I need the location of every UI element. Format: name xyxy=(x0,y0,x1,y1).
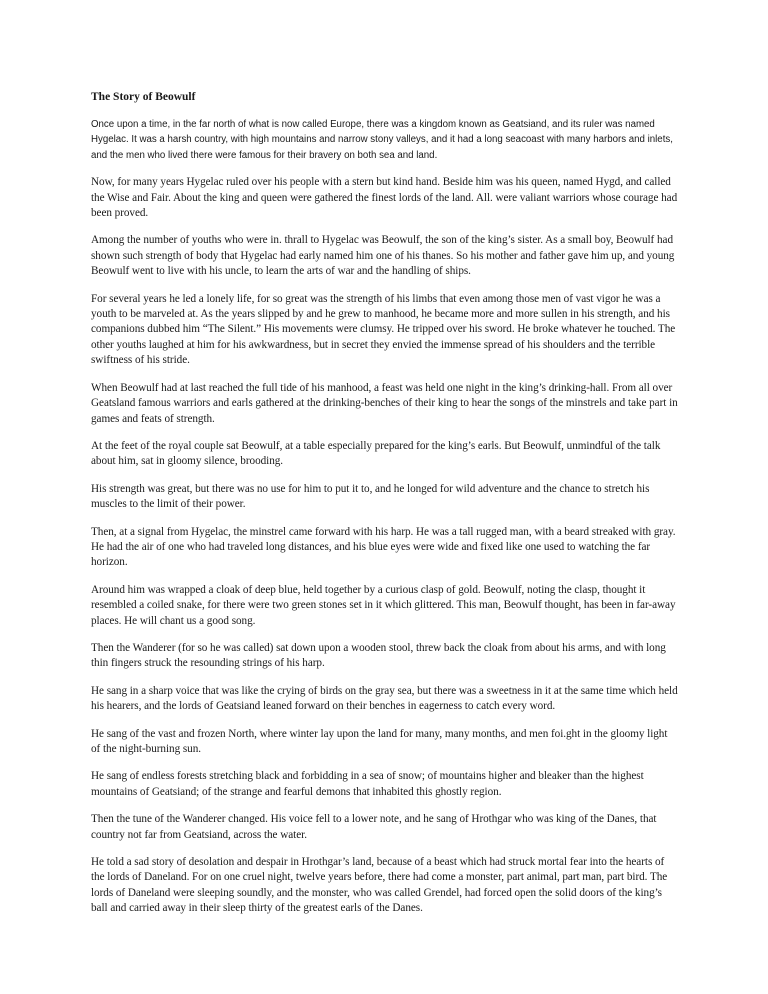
document-title: The Story of Beowulf xyxy=(91,91,196,103)
paragraph-5: When Beowulf had at last reached the full tide of his manhood, a feast was held one night in the king’s drinking-hall. From all over Geatsland famous warriors and earls gathered at the drinking-benches of their king to hear the songs of the minstrels and take part in games and feats of strength. xyxy=(91,381,678,425)
paragraph-12: He sang of the vast and frozen North, where winter lay upon the land for many, many months, and men foi.ght in the gloomy light of the night-burning sun. xyxy=(91,727,668,755)
paragraph-14: Then the tune of the Wanderer changed. His voice fell to a lower note, and he sang of Hrothgar who was king of the Danes, that country not far from Geatsiand, across the water. xyxy=(91,813,657,841)
paragraph-8: Then, at a signal from Hygelac, the minstrel came forward with his harp. He was a tall rugged man, with a beard streaked with gray. He had the air of one who had traveled long distances, and his blue eyes were wide and fixed like one used to watching the far horizon. xyxy=(91,525,676,569)
paragraph-3: Among the number of youths who were in. thrall to Hygelac was Beowulf, the son of the king’s sister. As a small boy, Beowulf had shown such strength of body that Hygelac had early named him one of his thanes. So his mother and father gave him up, and young Beowulf went to live with his uncle, to learn the arts of war and the handling of ships. xyxy=(91,234,675,278)
paragraph-2: Now, for many years Hygelac ruled over his people with a stern but kind hand. Beside him was his queen, named Hygd, and called the Wise and Fair. About the king and queen were gathered the finest lords of the land. All. were valiant warriors whose courage had been proved. xyxy=(91,176,678,220)
paragraph-13: He sang of endless forests stretching black and forbidding in a sea of snow; of mountains higher and bleaker than the highest mountains of Geatsiand; of the strange and fearful demons that inhabited this ghostly region. xyxy=(91,770,644,798)
paragraph-15: He told a sad story of desolation and despair in Hrothgar’s land, because of a beast which had struck mortal fear into the hearts of the lords of Daneland. For on one cruel night, twelve years before, there had come a monster, part animal, part man, part bird. The lords of Daneland were sleeping soundly, and the monster, who was called Grendel, had forced open the solid doors of the king’s ball and carried away in their sleep thirty of the greatest earls of the Danes. xyxy=(91,856,668,915)
paragraph-9: Around him was wrapped a cloak of deep blue, held together by a curious clasp of gold. Beowulf, noting the clasp, thought it resembled a coiled snake, for there were two green stones set in it which glittered. This man, Beowulf thought, has been in far-away places. He will chant us a good song. xyxy=(91,583,676,627)
paragraph-7: His strength was great, but there was no use for him to put it to, and he longed for wild adventure and the chance to stretch his muscles to the limit of their power. xyxy=(91,482,650,511)
paragraph-1: Once upon a time, in the far north of what is now called Europe, there was a kingdom known as Geatsiand, and its ruler was named Hygelac. It was a harsh country, with high mountains and narrow stony valleys, and it had a long seacoast with many harbors and inlets, and the men who lived there were famous for their bravery on both sea and land. xyxy=(91,119,673,161)
paragraph-10: Then the Wanderer (for so he was called) sat down upon a wooden stool, threw back the cloak from about his arms, and with long thin fingers struck the resounding strings of his harp. xyxy=(91,641,666,670)
paragraph-6: At the feet of the royal couple sat Beowulf, at a table especially prepared for the king’s earls. But Beowulf, unmindful of the talk about him, sat in gloomy silence, brooding. xyxy=(91,439,661,468)
paragraph-11: He sang in a sharp voice that was like the crying of birds on the gray sea, but there was a sweetness in it at the same time which held his hearers, and the lords of Geatsiand leaned forward on their benches in eagerness to catch every word. xyxy=(91,684,678,713)
paragraph-4: For several years he led a lonely life, for so great was the strength of his limbs that even among those men of vast vigor he was a youth to be marveled at. As the years slipped by and he grew to manhood, he became more and more sullen in his strength, and his companions dubbed him “The Silent.” His movements were clumsy. He tripped over his sword. He broke whatever he touched. The other youths laughed at him for his awkwardness, but in secret they envied the immense spread of his shoulders and the terrible swiftness of his stride. xyxy=(91,292,676,367)
document-page xyxy=(91,90,679,929)
